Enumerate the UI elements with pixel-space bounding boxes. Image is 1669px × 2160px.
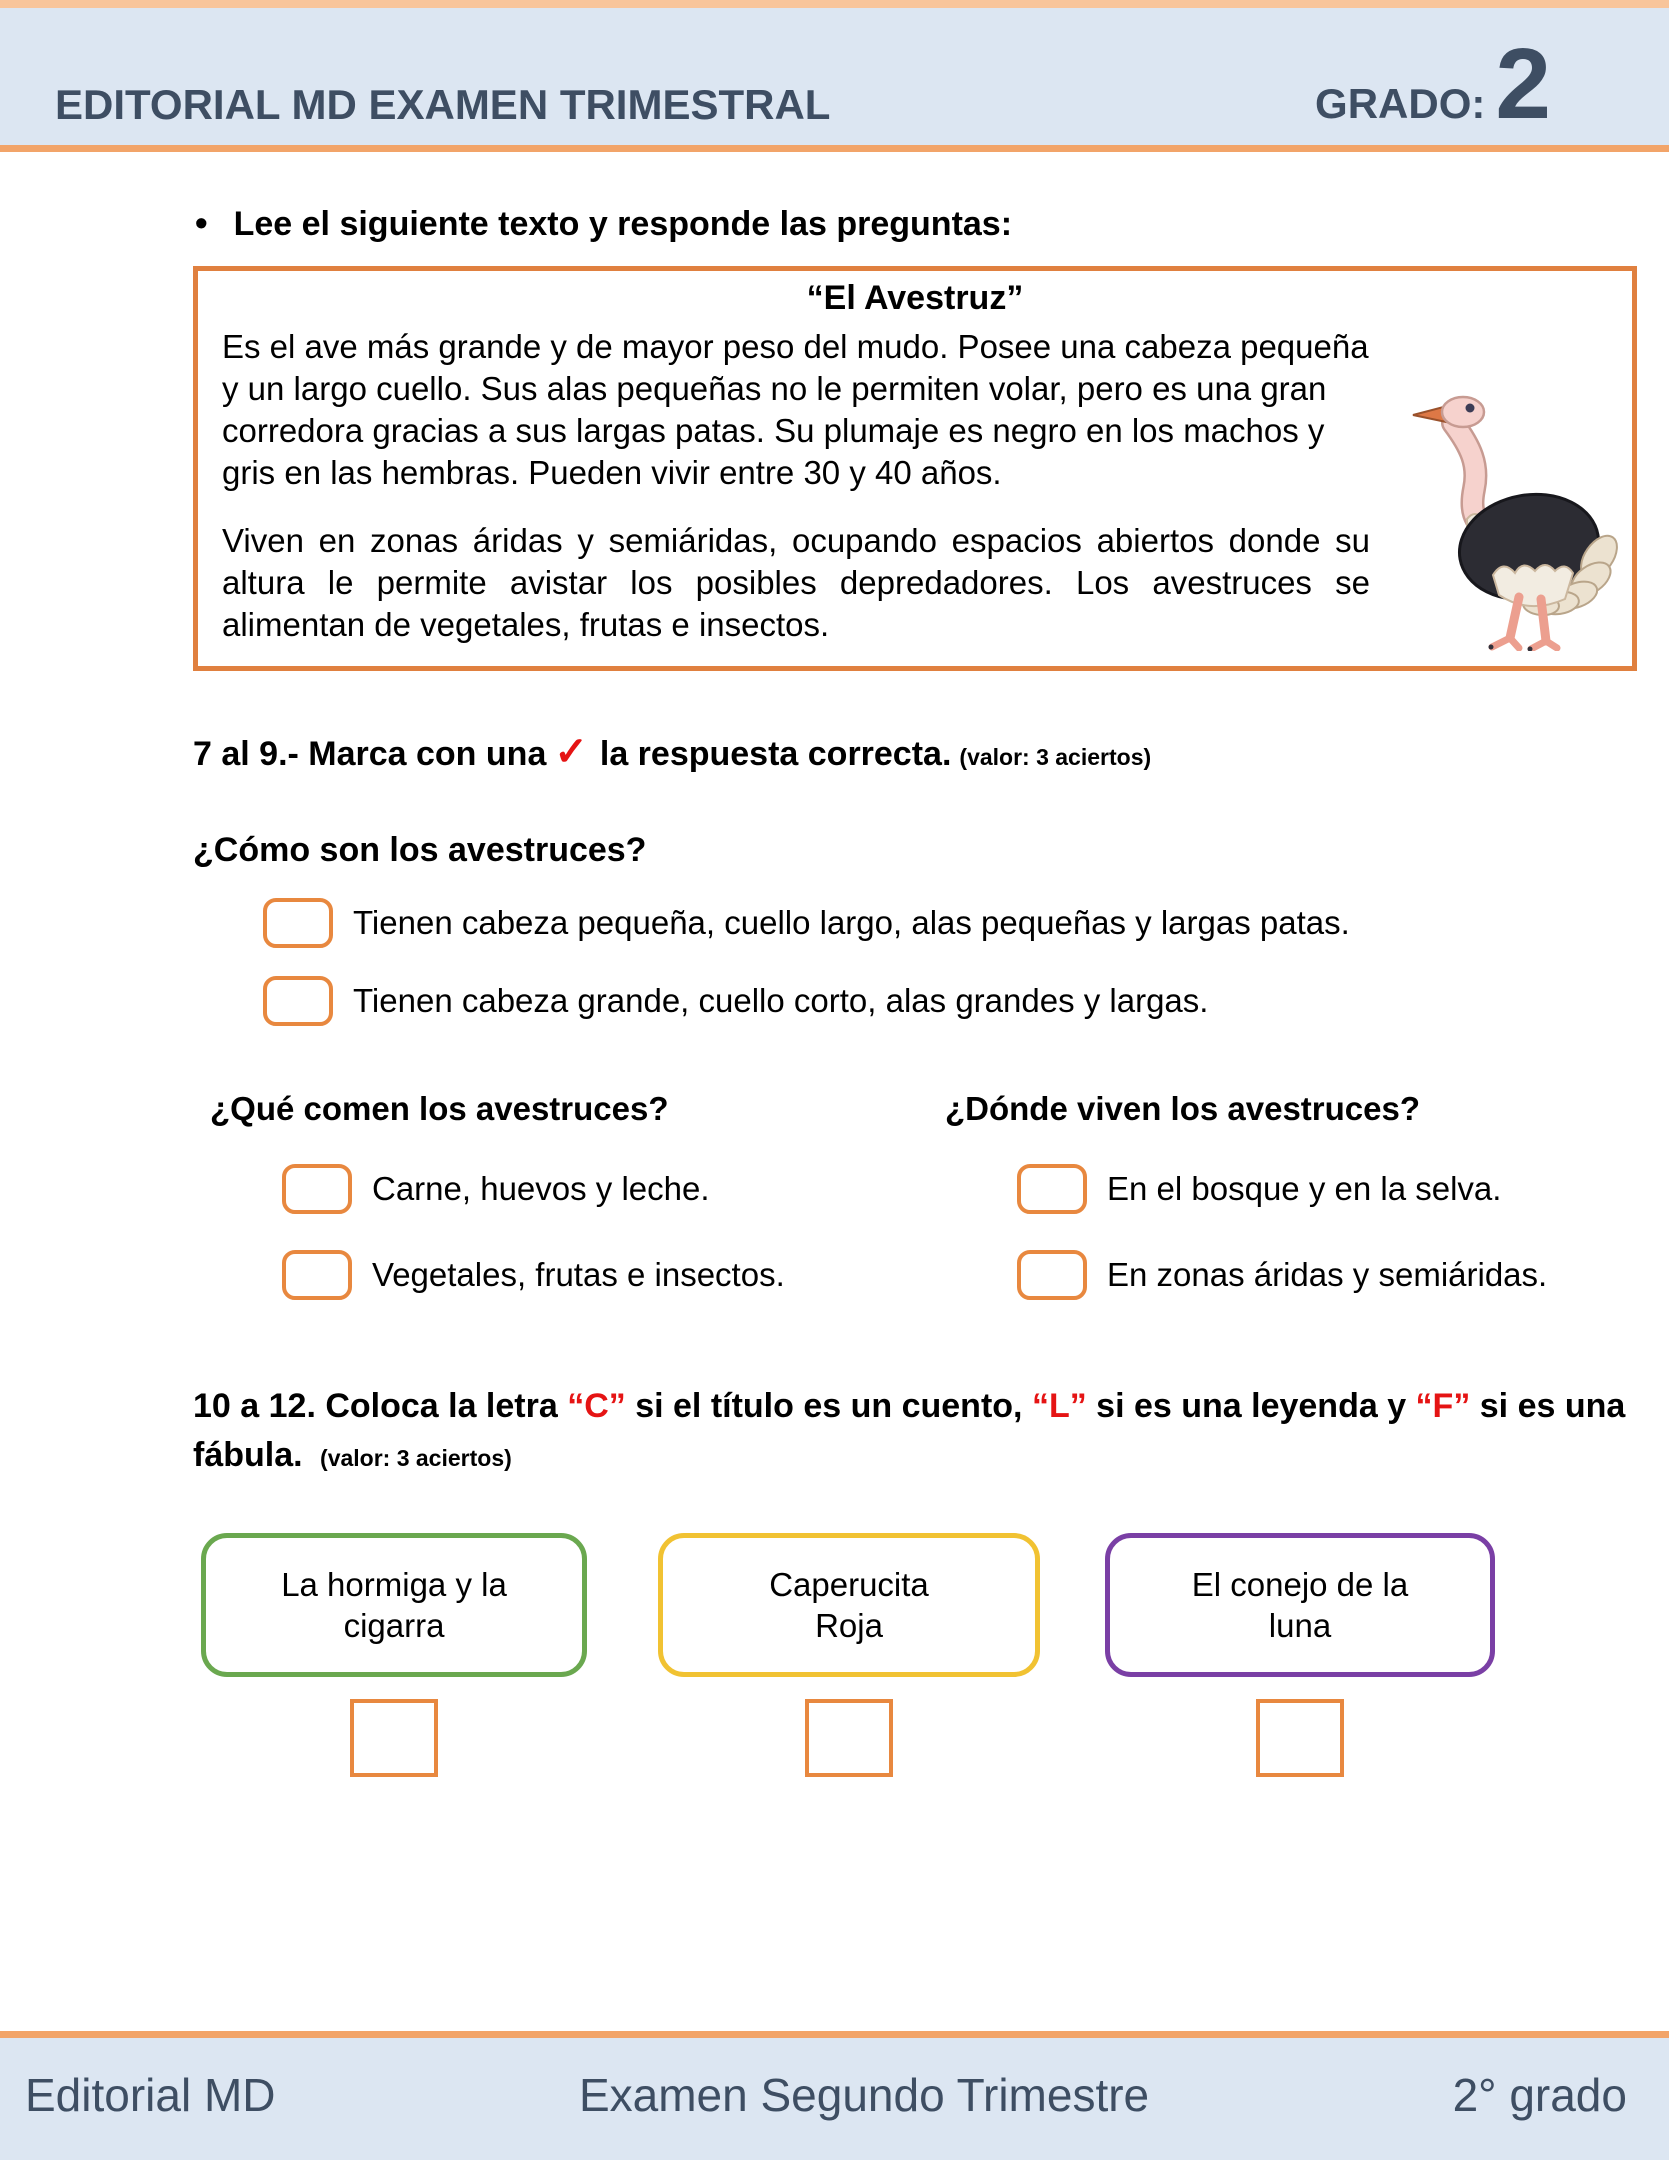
ostrich-toe-nail [1489,645,1494,650]
question-8-heading: ¿Qué comen los avestruces? [210,1090,669,1127]
ostrich-leg-back [1541,599,1546,641]
title-card-2 [658,1533,1040,1677]
header-title: EDITORIAL MD EXAMEN TRIMESTRAL [55,81,831,128]
instruction-10-12-seg3: si es una leyenda y [1086,1387,1416,1425]
grade-label: GRADO: [1315,80,1486,127]
option-label: En zonas áridas y semiáridas. [1107,1256,1548,1293]
footer-right: 2° grado [1452,2069,1627,2121]
question-7-option-1 [263,898,1669,948]
points-note-10-12: (valor: 3 aciertos) [320,1445,512,1472]
title-card-2-text [769,1564,929,1646]
reading-paragraph-2: Viven en zonas áridas y semiáridas, ocupando espacios abiertos donde su altura le permite avistar los posibles depredadores. Los avestruces se alimentan de vegetales, frutas e insectos. [222,522,1370,643]
ostrich-leg-front [1510,597,1519,638]
letter-l: “L” [1031,1387,1087,1425]
title-card-3 [1105,1533,1495,1677]
card-line: luna [1268,1606,1332,1644]
question-8-option-2 [282,1250,945,1300]
points-note-7-9: (valor: 3 aciertos) [959,744,1152,770]
instruction-10-12-seg4: si es una fábula. [193,1387,1626,1475]
question-9 [945,1090,1547,1300]
question-9-option-1 [1017,1164,1547,1214]
title-card-3-text [1192,1564,1408,1646]
ostrich-image [1406,351,1618,651]
answer-checkbox[interactable] [1017,1250,1087,1300]
instruction-10-12-seg2: si el título es un cuento, [625,1387,1032,1425]
reading-passage-box [193,266,1637,671]
reading-title: “El Avestruz” [806,279,1024,317]
page-header [0,0,1669,152]
exam-content [0,152,1669,1777]
check-icon: ✓ [554,730,588,774]
intro-text: Lee el siguiente texto y responde las preguntas: [233,205,1013,243]
intro-instruction [195,202,1669,244]
reading-paragraph-1: Es el ave más grande y de mayor peso del mudo. Posee una cabeza pequeña y un largo cuello. Sus alas pequeñas no le permiten volar, pero es una gran corredora gracias a sus largas patas. Su plumaje es negro en los machos y gris en las hembras. Pueden vivir entre 30 y 40 años. [222,328,1369,491]
letter-answer-boxes [201,1699,1669,1777]
option-label: Vegetales, frutas e insectos. [372,1256,785,1293]
option-label: Carne, huevos y leche. [372,1170,710,1207]
footer-left: Editorial MD [25,2069,276,2121]
card-line: El conejo de la [1191,1565,1409,1603]
page-footer [0,2031,1669,2160]
answer-checkbox[interactable] [263,976,333,1026]
card-line: Caperucita [769,1565,929,1603]
bullet-icon: • [195,202,208,243]
instruction-7-9 [193,729,1669,775]
card-line: La hormiga y la [281,1565,507,1603]
ostrich-head [1442,397,1484,427]
questions-8-9 [210,1090,1669,1300]
grade-group [1315,28,1551,140]
instruction-10-12 [193,1382,1645,1481]
option-label: En el bosque y en la selva. [1107,1170,1502,1207]
question-8 [210,1090,945,1300]
instruction-7-9-prefix: 7 al 9.- Marca con una [193,735,547,773]
footer-center: Examen Segundo Trimestre [578,2069,1150,2121]
answer-box-slot-1 [201,1699,587,1777]
option-label: Tienen cabeza pequeña, cuello largo, alas pequeñas y largas patas. [353,904,1350,941]
title-cards [201,1533,1669,1677]
answer-checkbox[interactable] [282,1164,352,1214]
question-9-option-2 [1017,1250,1547,1300]
ostrich-foot-back [1531,641,1557,649]
question-7-heading: ¿Cómo son los avestruces? [193,831,647,869]
answer-box-slot-3 [1105,1699,1495,1777]
question-9-heading: ¿Dónde viven los avestruces? [945,1090,1421,1127]
answer-box-slot-2 [658,1699,1040,1777]
instruction-7-9-suffix: la respuesta correcta. [599,735,952,773]
title-card-1 [201,1533,587,1677]
grade-value: 2 [1495,28,1551,140]
instruction-10-12-seg1: 10 a 12. Coloca la letra [193,1387,568,1425]
title-card-1-text [281,1564,507,1646]
letter-c: “C” [567,1387,626,1425]
ostrich-foot-front [1492,638,1519,648]
answer-checkbox[interactable] [1017,1164,1087,1214]
question-7-option-2 [263,976,1669,1026]
answer-checkbox[interactable] [263,898,333,948]
option-label: Tienen cabeza grande, cuello corto, alas grandes y largas. [353,982,1209,1019]
letter-answer-box[interactable] [1256,1699,1344,1777]
ostrich-underside-feathers [1493,565,1573,606]
letter-answer-box[interactable] [350,1699,438,1777]
letter-f: “F” [1415,1387,1471,1425]
answer-checkbox[interactable] [282,1250,352,1300]
ostrich-eye [1466,404,1475,413]
card-line: Roja [815,1606,883,1644]
card-line: cigarra [343,1606,445,1644]
letter-answer-box[interactable] [805,1699,893,1777]
question-8-option-1 [282,1164,945,1214]
